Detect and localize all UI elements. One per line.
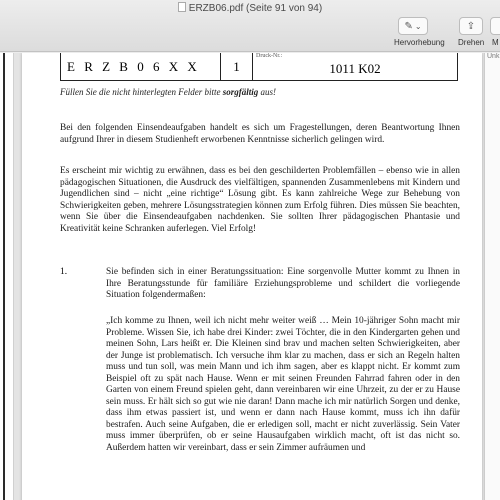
document-view[interactable] bbox=[0, 53, 500, 500]
print-number-field bbox=[253, 53, 457, 80]
print-number-label: Druck-Nr.: bbox=[256, 53, 283, 59]
next-page-edge bbox=[484, 53, 500, 500]
course-code-field: E R Z B 0 6 X X bbox=[61, 53, 221, 80]
assignment-number-field: 1 bbox=[221, 53, 253, 80]
rotate-label[interactable]: Drehen bbox=[458, 38, 485, 47]
rotate-button[interactable] bbox=[459, 17, 483, 35]
intro-paragraph-1: Bei den folgenden Einsendeaufgaben handelt es sich um Fragestellungen, deren Beantwortung Ihnen aufgrund Ihrer in diesem Studienheft erworbenen Kenntnisse sicherlich gelingen wird. bbox=[60, 123, 460, 145]
task-number: 1. bbox=[60, 267, 68, 277]
window-title-text: ERZB06.pdf (Seite 91 von 94) bbox=[188, 3, 323, 14]
task-description: Sie befinden sich in einer Beratungssituation: Eine sorgenvolle Mutter kommt zu Ihnen in Ihre Beratungsstunde für familiäre Erziehungsprobleme und schildert die vorliegende Situation folgendermaßen: bbox=[106, 267, 460, 300]
print-number-value: 1011 K02 bbox=[329, 60, 381, 76]
next-page-edge-text: Unk bbox=[487, 53, 500, 60]
fill-instruction-end: aus! bbox=[258, 87, 276, 97]
previous-page-edge bbox=[0, 53, 14, 500]
pdf-page bbox=[22, 53, 482, 500]
intro-paragraph-2: Es erscheint mir wichtig zu erwähnen, dass es bei den geschilderten Problemfällen – ebenso wie in allen pädagogischen Situationen, die Ausdruck des vielfältigen, spannenden Zusammenlebens mit Kindern und Jugendlichen sind – nicht „eine richtige“ Lösung gibt. Es kann zahlreiche Wege zur Behebung von Schwierigkeiten geben, mehrere Lösungsstrategien können zum Erfolg führen. Dies müssen Sie beachten, wenn Sie über die Einsendeaufgaben nachdenken. Sie sollten Ihrer pädagogischen Phantasie und Kreativität keine Schranken auferlegen. Viel Erfolg! bbox=[60, 166, 460, 234]
pen-icon: ✎ bbox=[404, 20, 413, 32]
chevron-down-icon: ⌄ bbox=[414, 21, 422, 31]
markup-pen-button[interactable] bbox=[398, 17, 428, 35]
more-label[interactable]: M bbox=[492, 38, 499, 47]
mother-quote: „Ich komme zu Ihnen, weil ich nicht mehr weiter weiß … Mein 10-jähriger Sohn macht mir Probleme. Wissen Sie, ich habe drei Kinder: zwei Töchter, die in den Kindergarten gehen und meinen Sohn, Lars heißt er. Die Kleinen sind brav und machen selten Schwierigkeiten, aber der Junge ist problematisch. Ich versuche ihm klar zu machen, dass er sich an Regeln halten muss und tun soll, was mein Mann und ich ihm sagen, aber es klappt nicht. Er kommt zum Beispiel oft zu spät nach Hause. Wenn er mit seinen Freunden Fahrrad fahren oder in den Garten von einem Freund spielen geht, dann vereinbaren wir eine Uhrzeit, zu der er zu Hause sein muss. Er hält sich so gut wie nie daran! Dann mache ich mir natürlich Sorgen und denke, dass ihm etwas passiert ist, und wenn er dann nach Hause kommt, muss ich ihn dafür bestrafen. Auch seine Aufgaben, die er erledigen soll, macht er nicht zuverlässig. Sein Vater muss immer überprüfen, ob er seine Hausaufgaben wirklich macht, oft ist das nicht so. Außerdem hatten wir vereinbart, dass er sein Zimmer aufräumen und bbox=[106, 316, 460, 453]
fill-instruction-emphasis: sorgfältig bbox=[222, 87, 259, 97]
header-form-box bbox=[60, 53, 458, 81]
pdf-document-icon bbox=[178, 2, 186, 12]
share-icon: ⇪ bbox=[466, 20, 476, 32]
window-title bbox=[0, 2, 500, 14]
fill-instruction bbox=[60, 87, 276, 97]
highlight-label[interactable]: Hervorhebung bbox=[394, 38, 445, 47]
window-toolbar bbox=[0, 0, 500, 52]
more-button[interactable] bbox=[490, 17, 500, 35]
fill-instruction-text: Füllen Sie die nicht hinterlegten Felder bitte bbox=[60, 87, 223, 97]
